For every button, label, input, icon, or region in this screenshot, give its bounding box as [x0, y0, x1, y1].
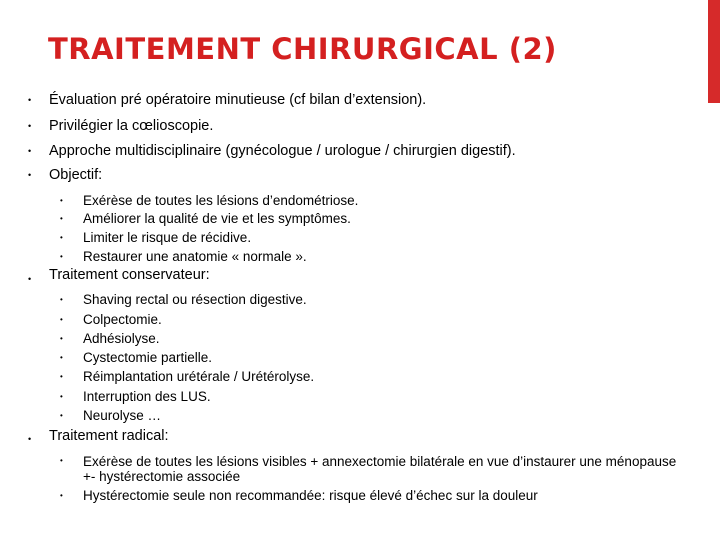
bullet-coelioscopie: Privilégier la cœlioscopie.	[49, 118, 214, 134]
bullet-approche: Approche multidisciplinaire (gynécologue / urologue / chirurgien digestif).	[49, 143, 516, 159]
objectif-item: Restaurer une anatomie « normale ».	[83, 249, 307, 264]
bullet-icon: •	[28, 121, 32, 131]
sub-bullet-icon: •	[60, 315, 63, 324]
conservateur-item: Shaving rectal ou résection digestive.	[83, 292, 307, 307]
bullet-icon: •	[28, 274, 32, 284]
accent-bar	[708, 0, 720, 103]
bullet-icon: •	[28, 95, 32, 105]
objectif-item: Limiter le risque de récidive.	[83, 230, 252, 245]
conservateur-item: Cystectomie partielle.	[83, 350, 213, 365]
sub-bullet-icon: •	[60, 372, 63, 381]
bullet-icon: •	[28, 170, 32, 180]
objectif-item: Améliorer la qualité de vie et les symptômes.	[83, 211, 351, 226]
conservateur-label: Traitement conservateur:	[49, 267, 210, 283]
conservateur-item: Neurolyse …	[83, 408, 162, 423]
sub-bullet-icon: •	[60, 196, 63, 205]
objectif-item: Exérèse de toutes les lésions d’endométriose.	[83, 193, 359, 208]
slide-title: TRAITEMENT CHIRURGICAL (2)	[48, 32, 557, 66]
bullet-icon: •	[28, 434, 32, 444]
sub-bullet-icon: •	[60, 214, 63, 223]
conservateur-item: Interruption des LUS.	[83, 389, 211, 404]
radical-label: Traitement radical:	[49, 428, 169, 444]
conservateur-item: Réimplantation urétérale / Urétérolyse.	[83, 369, 315, 384]
radical-item: Exérèse de toutes les lésions visibles + annexectomie bilatérale en vue d’instaurer une ménopause +- hystérectomie associée	[83, 454, 677, 484]
sub-bullet-icon: •	[60, 353, 63, 362]
radical-item: Hystérectomie seule non recommandée: risque élevé d’échec sur la douleur	[83, 488, 538, 503]
sub-bullet-icon: •	[60, 491, 63, 500]
sub-bullet-icon: •	[60, 411, 63, 420]
bullet-icon: •	[28, 146, 32, 156]
conservateur-item: Colpectomie.	[83, 312, 162, 327]
bullet-objectif: Objectif:	[49, 167, 103, 183]
sub-bullet-icon: •	[60, 392, 63, 401]
conservateur-item: Adhésiolyse.	[83, 331, 160, 346]
sub-bullet-icon: •	[60, 252, 63, 261]
bullet-evaluation: Évaluation pré opératoire minutieuse (cf bilan d’extension).	[49, 92, 427, 108]
sub-bullet-icon: •	[60, 456, 63, 465]
sub-bullet-icon: •	[60, 233, 63, 242]
sub-bullet-icon: •	[60, 334, 63, 343]
sub-bullet-icon: •	[60, 295, 63, 304]
